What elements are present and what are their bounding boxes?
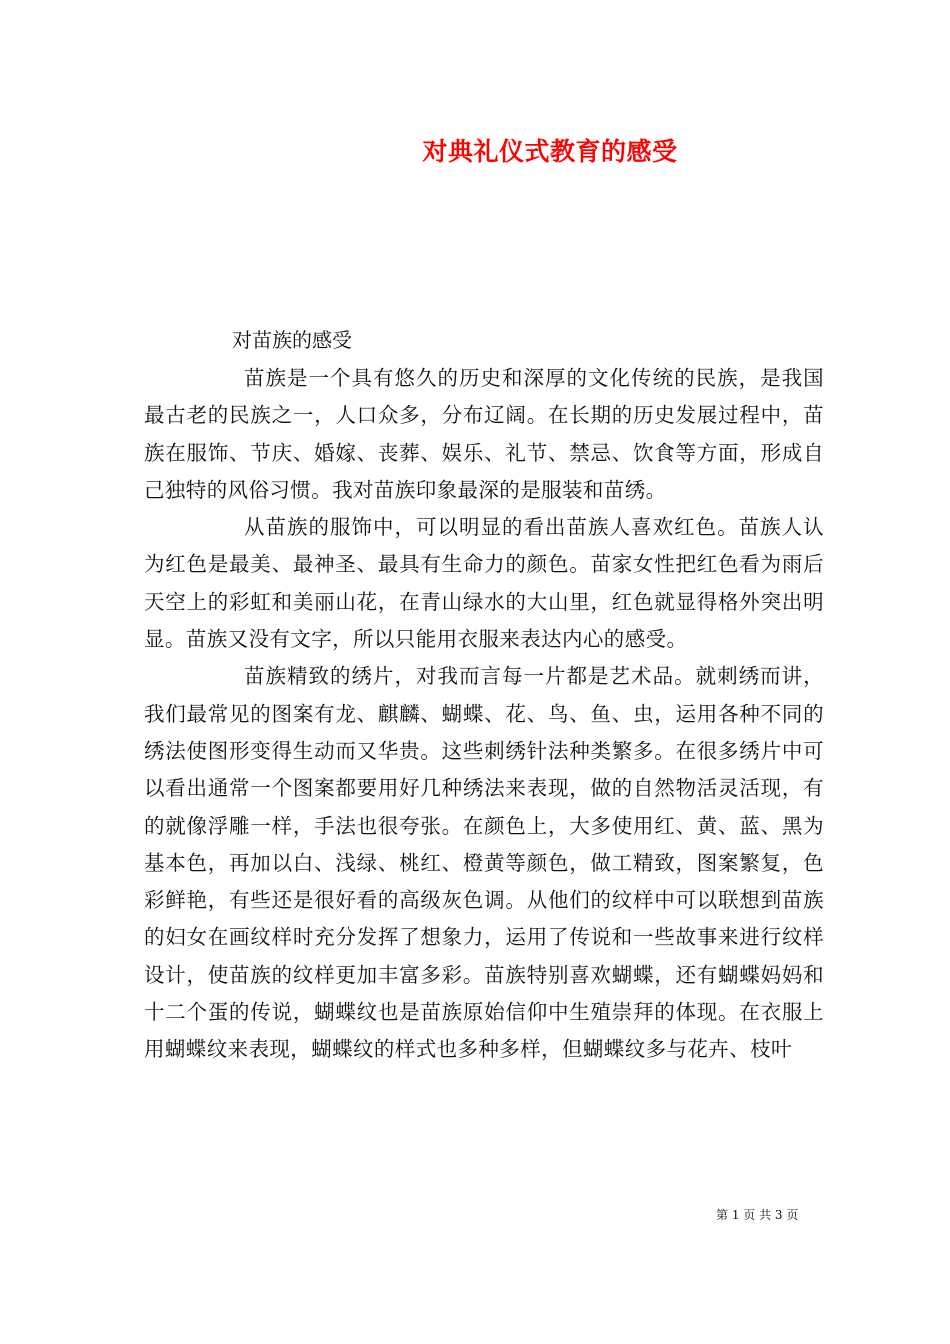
- paragraph: 苗族精致的绣片，对我而言每一片都是艺术品。就刺绣而讲，我们最常见的图案有龙、麒麟、蝴蝶、花、鸟、鱼、虫，运用各种不同的绣法使图形变得生动而又华贵。这些刺绣针法种类繁多。在很多绣片中可以看出通常一个图案都要用好几种绣法来表现，做的自然物活灵活现，有的就像浮雕一样，手法也很夸张。在颜色上，大多使用红、黄、蓝、黑为基本色，再加以白、浅绿、桃红、橙黄等颜色，做工精致，图案繁复，色彩鲜艳，有些还是很好看的高级灰色调。从他们的纹样中可以联想到苗族的妇女在画纹样时充分发挥了想象力，运用了传说和一些故事来进行纹样设计，使苗族的纹样更加丰富多彩。苗族特别喜欢蝴蝶，还有蝴蝶妈妈和十二个蛋的传说，蝴蝶纹也是苗族原始信仰中生殖崇拜的体现。在衣服上用蝴蝶纹来表现，蝴蝶纹的样式也多种多样，但蝴蝶纹多与花卉、枝叶: [144, 664, 824, 1062]
- document-title: 对典礼仪式教育的感受: [422, 137, 678, 166]
- paragraph: 苗族是一个具有悠久的历史和深厚的文化传统的民族，是我国最古老的民族之一，人口众多，分布辽阔。在长期的历史发展过程中，苗族在服饰、节庆、婚嫁、丧葬、娱乐、礼节、禁忌、饮食等方面，形成自己独特的风俗习惯。我对苗族印象最深的是服装和苗绣。: [144, 366, 824, 502]
- section-subheading: 对苗族的感受: [232, 328, 352, 352]
- page-number-footer: 第 1 页 共 3 页: [716, 1208, 799, 1222]
- paragraph: 从苗族的服饰中，可以明显的看出苗族人喜欢红色。苗族人认为红色是最美、最神圣、最具有生命力的颜色。苗家女性把红色看为雨后天空上的彩虹和美丽山花，在青山绿水的大山里，红色就显得格外突出明显。苗族又没有文字，所以只能用衣服来表达内心的感受。: [144, 515, 824, 652]
- body-text: [144, 360, 824, 1069]
